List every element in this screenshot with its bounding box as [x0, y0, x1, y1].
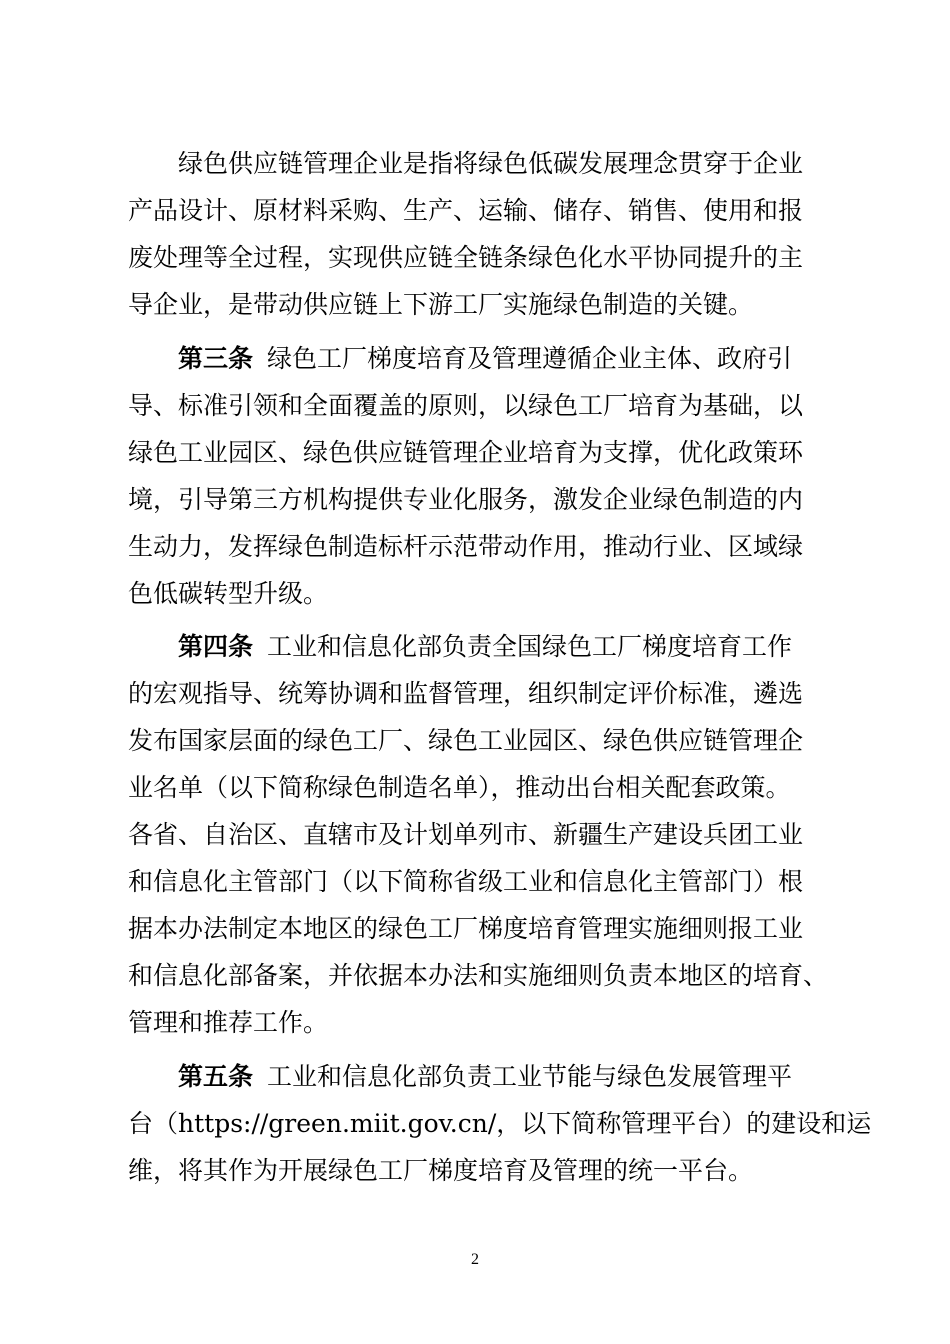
article-heading: 第四条: [178, 632, 254, 661]
paragraph-line: [128, 674, 828, 714]
line-text: 业名单（以下简称绿色制造名单），推动出台相关配套政策。: [128, 773, 791, 802]
paragraph-line: [128, 480, 828, 520]
paragraph-line: [128, 909, 828, 949]
line-text: 台（https://green.miit.gov.cn/，以下简称管理平台）的建设和运: [128, 1109, 872, 1138]
paragraph-line: [128, 862, 828, 902]
paragraph-line: [128, 721, 828, 761]
paragraph-line: [128, 1003, 828, 1043]
line-text: 工业和信息化部负责全国绿色工厂梯度培育工作: [267, 632, 793, 661]
page-number: 2: [471, 1251, 479, 1268]
line-text: 的宏观指导、统筹协调和监督管理，组织制定评价标准，遴选: [128, 679, 804, 708]
paragraph-line: [128, 1104, 872, 1144]
line-text: 导、标准引领和全面覆盖的原则，以绿色工厂培育为基础，以: [128, 391, 804, 420]
line-text: 和信息化主管部门（以下简称省级工业和信息化主管部门）根: [128, 867, 804, 896]
paragraph-line: [128, 386, 828, 426]
paragraph-line: [128, 433, 828, 473]
line-text: 绿色工厂梯度培育及管理遵循企业主体、政府引: [267, 344, 793, 373]
paragraph-line: [128, 527, 828, 567]
line-text: 导企业，是带动供应链上下游工厂实施绿色制造的关键。: [128, 290, 754, 319]
line-text: 管理和推荐工作。: [128, 1008, 329, 1037]
line-text: 绿色工业园区、绿色供应链管理企业培育为支撑，优化政策环: [128, 438, 804, 467]
line-text: 生动力，发挥绿色制造标杆示范带动作用，推动行业、区域绿: [128, 532, 804, 561]
paragraph-line: [128, 238, 828, 278]
paragraph-line: [128, 768, 828, 808]
paragraph-line: [128, 815, 828, 855]
paragraph-line: [178, 144, 878, 184]
article-heading: 第五条: [178, 1062, 254, 1091]
line-text: 绿色供应链管理企业是指将绿色低碳发展理念贯穿于企业: [178, 149, 804, 178]
paragraph-line: [128, 285, 828, 325]
article-5-line: [178, 1057, 878, 1097]
paragraph-line: [128, 191, 828, 231]
line-text: 色低碳转型升级。: [128, 579, 329, 608]
article-4-line: [178, 627, 878, 667]
paragraph-line: [128, 1151, 828, 1191]
line-text: 发布国家层面的绿色工厂、绿色工业园区、绿色供应链管理企: [128, 726, 804, 755]
line-text: 维，将其作为开展绿色工厂梯度培育及管理的统一平台。: [128, 1156, 754, 1185]
article-heading: 第三条: [178, 344, 254, 373]
line-text: 据本办法制定本地区的绿色工厂梯度培育管理实施细则报工业: [128, 914, 804, 943]
line-text: 工业和信息化部负责工业节能与绿色发展管理平: [267, 1062, 793, 1091]
paragraph-line: [128, 956, 828, 996]
line-text: 和信息化部备案，并依据本办法和实施细则负责本地区的培育、: [128, 961, 829, 990]
line-text: 各省、自治区、直辖市及计划单列市、新疆生产建设兵团工业: [128, 820, 804, 849]
line-text: 产品设计、原材料采购、生产、运输、储存、销售、使用和报: [128, 196, 804, 225]
article-3-line: [178, 339, 878, 379]
paragraph-line: [128, 574, 828, 614]
line-text: 废处理等全过程，实现供应链全链条绿色化水平协同提升的主: [128, 243, 804, 272]
line-text: 境，引导第三方机构提供专业化服务，激发企业绿色制造的内: [128, 485, 804, 514]
